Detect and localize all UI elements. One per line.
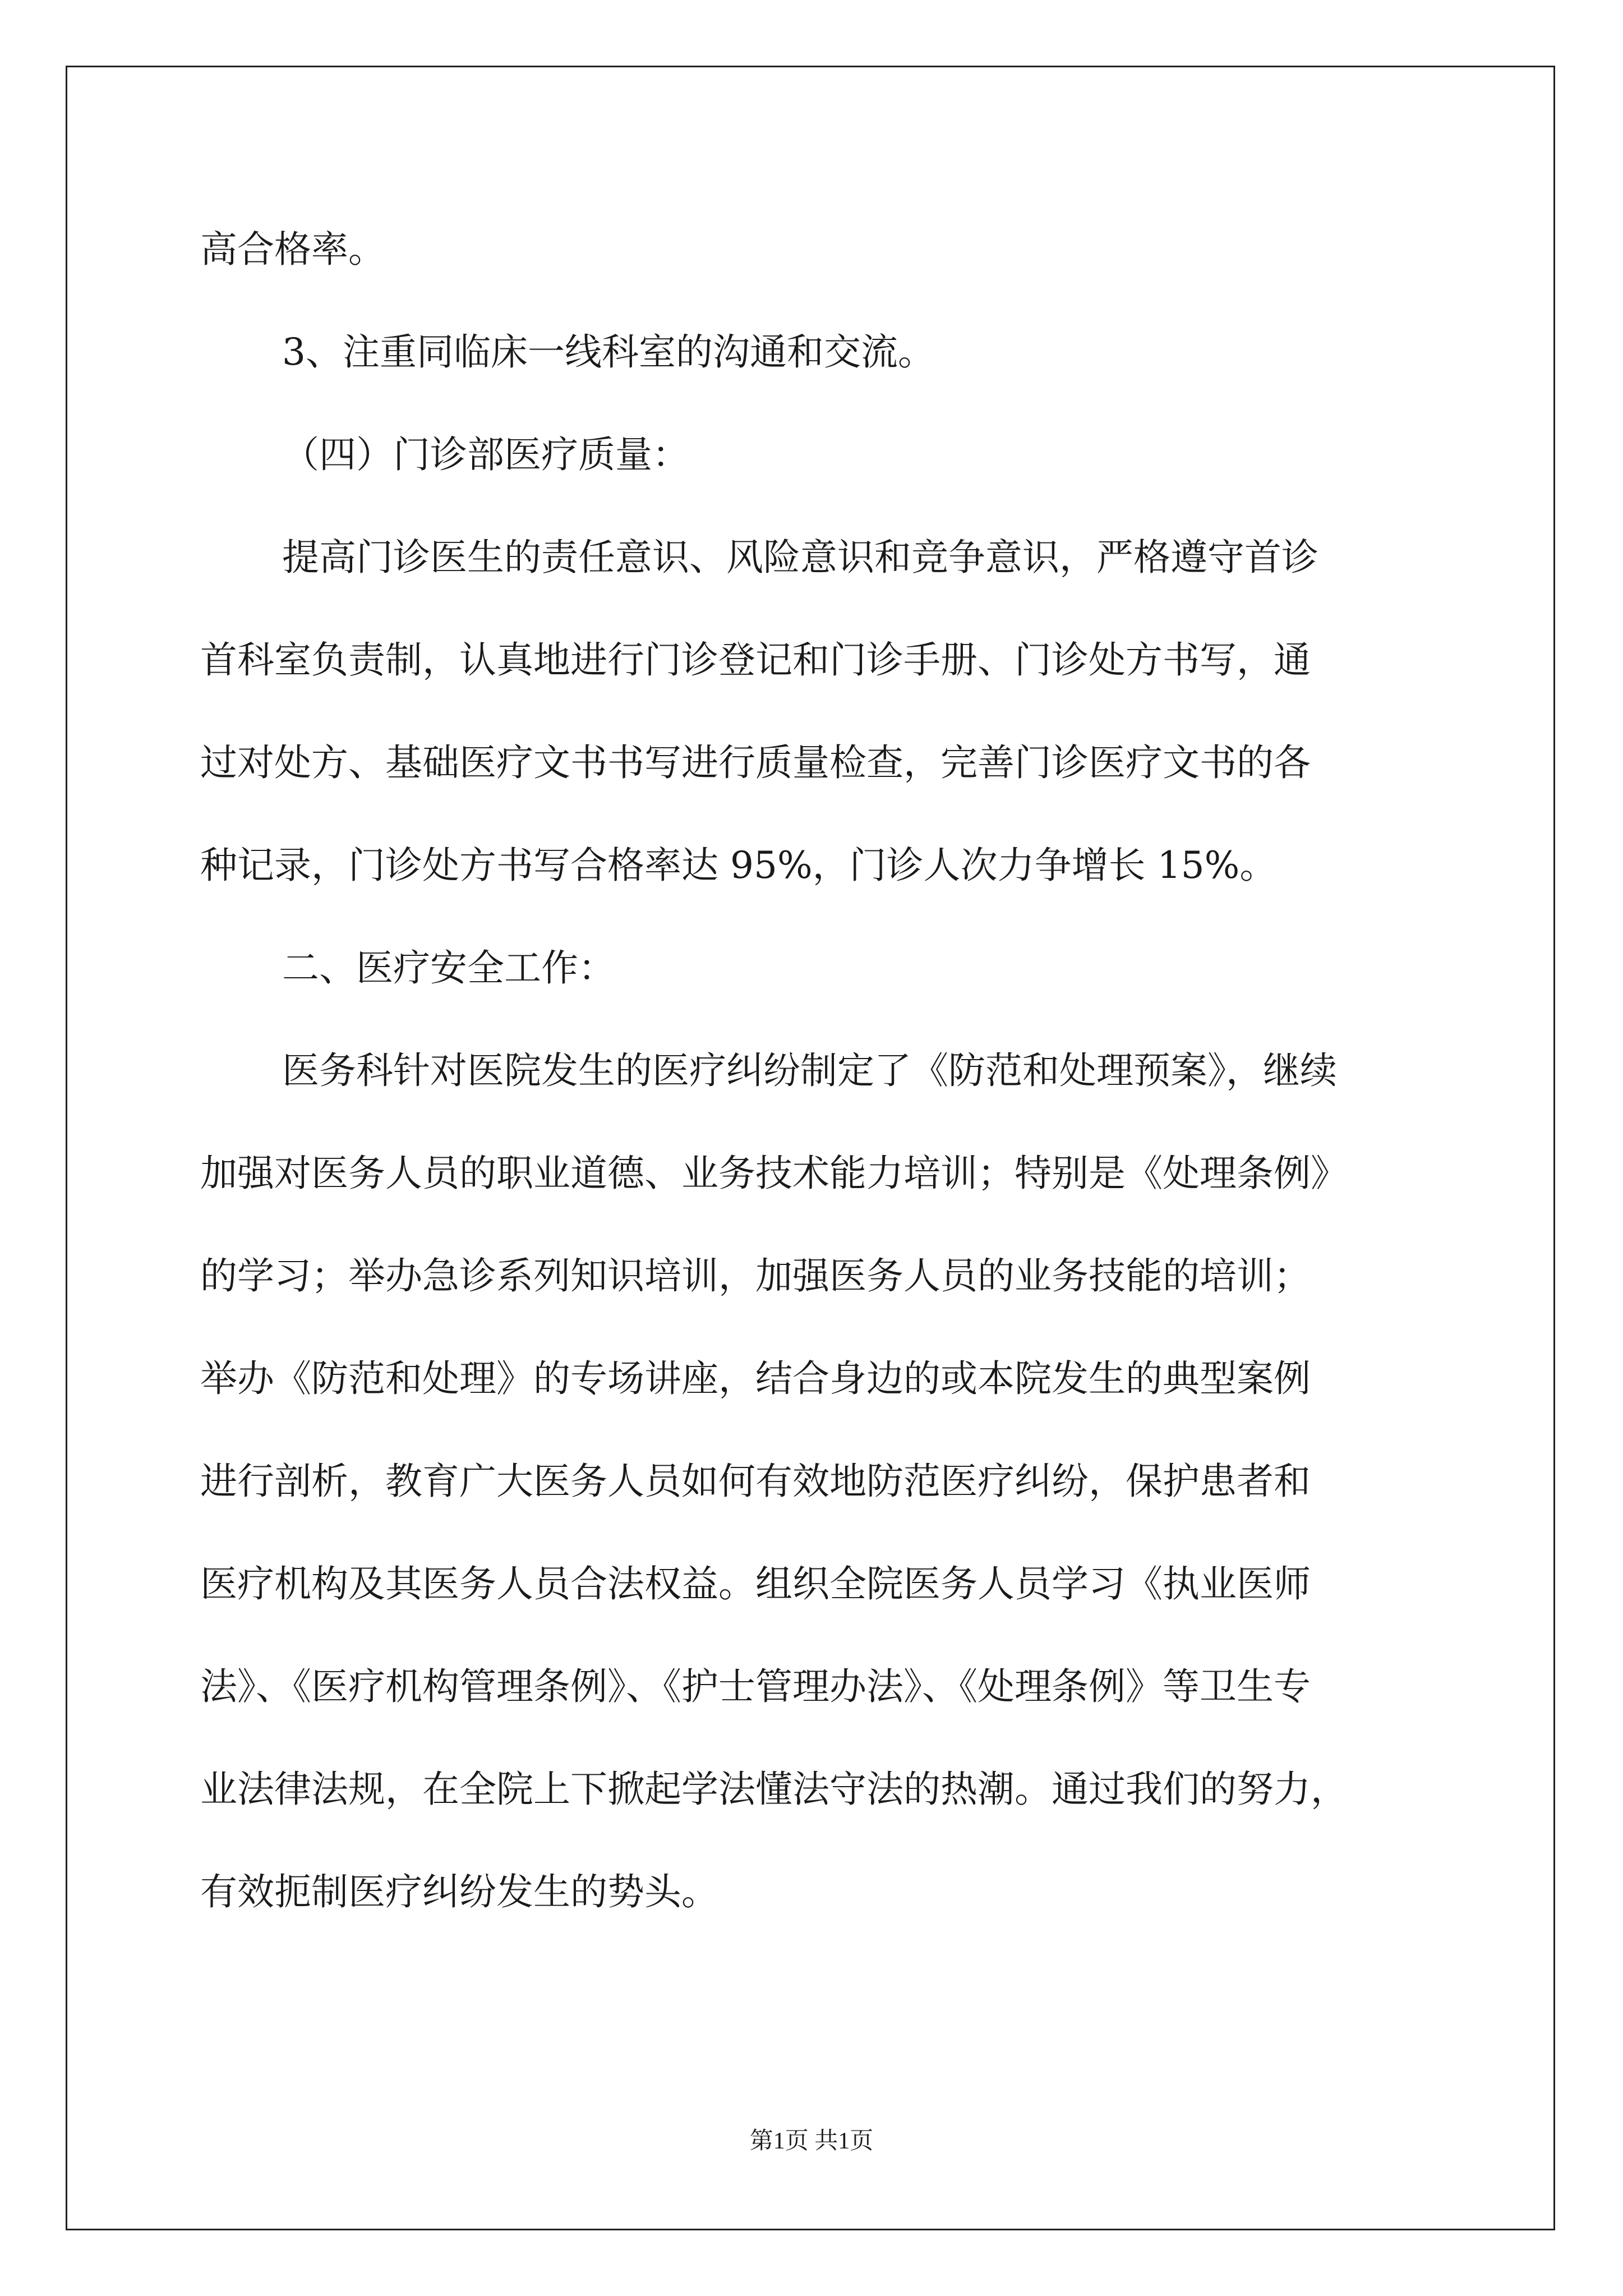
text-line: 加强对医务人员的职业道德、业务技术能力培训；特别是《处理条例》 (200, 1152, 1348, 1195)
text-line: 提高门诊医生的责任意识、风险意识和竞争意识，严格遵守首诊 (282, 536, 1318, 579)
section-heading: （四）门诊部医疗质量： (282, 433, 689, 476)
text-line: 医务科针对医院发生的医疗纠纷制定了《防范和处理预案》，继续 (282, 1049, 1337, 1092)
text-line: 进行剖析，教育广大医务人员如何有效地防范医疗纠纷，保护患者和 (200, 1460, 1311, 1503)
text-line: 业法律法规，在全院上下掀起学法懂法守法的热潮。通过我们的努力， (200, 1768, 1348, 1811)
text-line: 3、注重同临床一线科室的沟通和交流。 (282, 330, 935, 374)
text-line: 医疗机构及其医务人员合法权益。组织全院医务人员学习《执业医师 (200, 1562, 1311, 1605)
text-line: 种记录，门诊处方书写合格率达 95%，门诊人次力争增长 15%。 (200, 844, 1277, 887)
text-line: 过对处方、基础医疗文书书写进行质量检查，完善门诊医疗文书的各 (200, 741, 1311, 784)
text-line: 高合格率。 (200, 228, 385, 271)
text-line: 举办《防范和处理》的专场讲座，结合身边的或本院发生的典型案例 (200, 1357, 1311, 1400)
section-heading: 二、医疗安全工作： (282, 946, 615, 990)
text-line: 有效扼制医疗纠纷发生的势头。 (200, 1870, 718, 1913)
text-line: 首科室负责制，认真地进行门诊登记和门诊手册、门诊处方书写，通 (200, 638, 1311, 682)
page-footer: 第1页 共1页 (749, 2128, 874, 2154)
text-line: 的学习；举办急诊系列知识培训，加强医务人员的业务技能的培训； (200, 1254, 1311, 1297)
text-line: 法》、《医疗机构管理条例》、《护士管理办法》、《处理条例》等卫生专 (200, 1665, 1311, 1708)
